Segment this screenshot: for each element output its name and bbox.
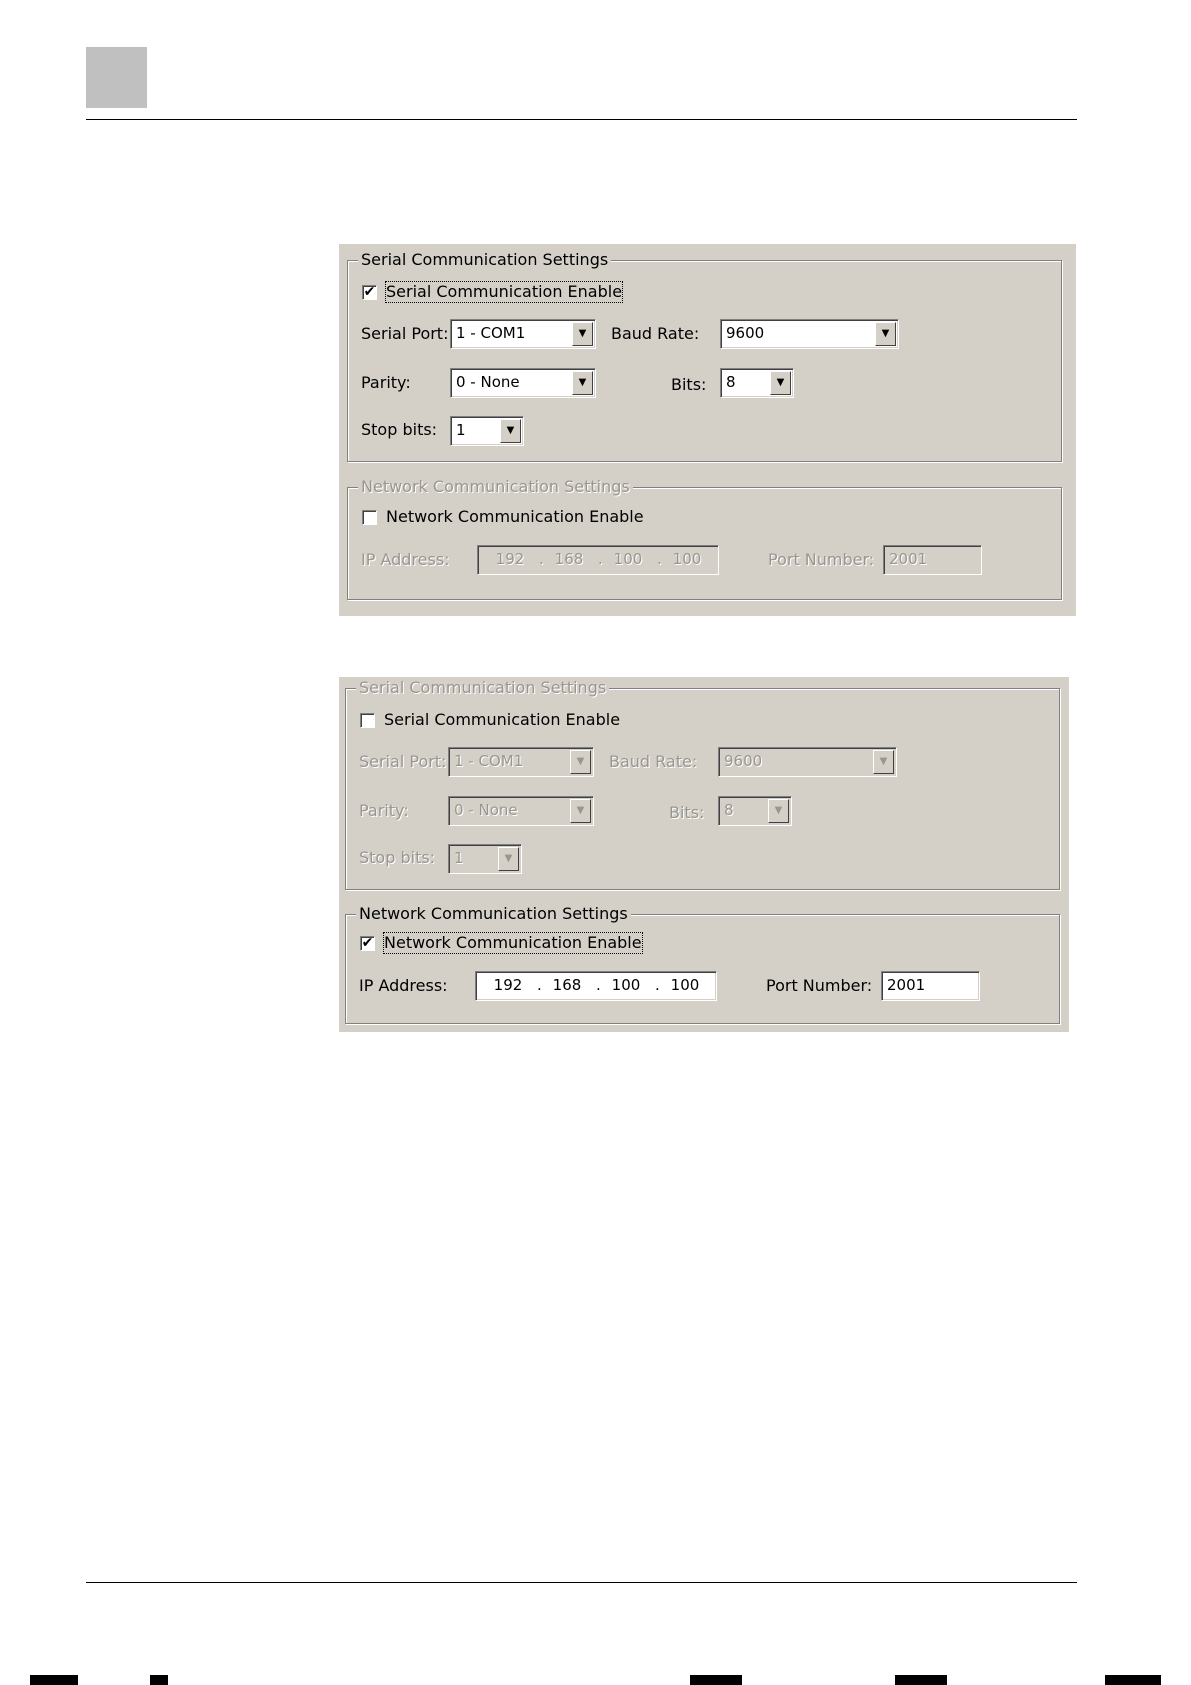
ip-octet-1: 192 bbox=[493, 976, 523, 994]
serial-settings-title: Serial Communication Settings bbox=[356, 678, 609, 698]
ip-separator: . bbox=[657, 550, 662, 568]
parity-label: Parity: bbox=[361, 373, 411, 392]
parity-value: 0 - None bbox=[454, 801, 518, 819]
settings-panel-2 bbox=[339, 677, 1069, 1032]
parity-select[interactable] bbox=[448, 796, 594, 826]
stop-bits-select[interactable] bbox=[448, 844, 522, 874]
ip-address-field[interactable] bbox=[475, 971, 717, 1001]
header-rule bbox=[86, 119, 1077, 120]
serial-settings-group bbox=[347, 250, 1062, 462]
ip-octet-2: 168 bbox=[552, 976, 582, 994]
serial-port-value: 1 - COM1 bbox=[454, 752, 524, 770]
network-settings-title: Network Communication Settings bbox=[356, 904, 631, 924]
dropdown-arrow-icon[interactable]: ▼ bbox=[500, 419, 521, 443]
baud-rate-select[interactable] bbox=[720, 319, 899, 349]
port-number-label: Port Number: bbox=[768, 550, 875, 569]
baud-rate-select[interactable] bbox=[718, 747, 897, 777]
serial-enable-label[interactable]: Serial Communication Enable bbox=[384, 710, 621, 729]
serial-port-select[interactable] bbox=[448, 747, 594, 777]
footer-fragment bbox=[690, 1675, 742, 1685]
bits-label: Bits: bbox=[669, 803, 705, 822]
dropdown-arrow-icon[interactable]: ▼ bbox=[498, 847, 519, 871]
ip-separator: . bbox=[539, 550, 544, 568]
stop-bits-label: Stop bits: bbox=[361, 420, 438, 439]
stop-bits-value: 1 bbox=[456, 421, 466, 439]
network-settings-group bbox=[347, 477, 1062, 600]
footer-fragment bbox=[895, 1675, 947, 1685]
ip-address-label: IP Address: bbox=[359, 976, 448, 995]
ip-separator: . bbox=[596, 976, 601, 994]
dropdown-arrow-icon[interactable]: ▼ bbox=[570, 799, 591, 823]
stop-bits-value: 1 bbox=[454, 849, 464, 867]
dropdown-arrow-icon[interactable]: ▼ bbox=[570, 750, 591, 774]
network-enable-checkbox[interactable]: ✔ bbox=[361, 935, 374, 951]
port-number-label: Port Number: bbox=[766, 976, 873, 995]
serial-port-value: 1 - COM1 bbox=[456, 324, 526, 342]
network-settings-group bbox=[345, 904, 1060, 1024]
page-marker-square bbox=[86, 47, 147, 108]
stop-bits-label: Stop bits: bbox=[359, 848, 436, 867]
ip-address-label: IP Address: bbox=[361, 550, 450, 569]
ip-octet-4: 100 bbox=[672, 550, 702, 568]
port-number-field[interactable] bbox=[883, 545, 982, 575]
ip-address-field[interactable] bbox=[477, 545, 719, 575]
bits-select[interactable] bbox=[720, 368, 794, 398]
serial-enable-checkbox[interactable] bbox=[360, 713, 375, 728]
parity-select[interactable] bbox=[450, 368, 596, 398]
dropdown-arrow-icon[interactable]: ▼ bbox=[770, 371, 791, 395]
footer-fragment bbox=[30, 1675, 78, 1685]
network-enable-label[interactable]: Network Communication Enable bbox=[384, 933, 642, 952]
dropdown-arrow-icon[interactable]: ▼ bbox=[873, 750, 894, 774]
port-number-value: 2001 bbox=[889, 550, 928, 568]
serial-enable-label[interactable]: Serial Communication Enable bbox=[386, 282, 623, 301]
serial-port-select[interactable] bbox=[450, 319, 596, 349]
ip-octet-1: 192 bbox=[495, 550, 525, 568]
network-enable-checkbox[interactable] bbox=[362, 510, 377, 525]
ip-octet-4: 100 bbox=[670, 976, 700, 994]
port-number-value: 2001 bbox=[887, 976, 926, 994]
footer-rule bbox=[86, 1582, 1077, 1583]
settings-panel-1 bbox=[339, 244, 1076, 616]
baud-rate-label: Baud Rate: bbox=[609, 752, 698, 771]
ip-octet-2: 168 bbox=[554, 550, 584, 568]
ip-separator: . bbox=[655, 976, 660, 994]
bits-value: 8 bbox=[724, 801, 734, 819]
bits-value: 8 bbox=[726, 373, 736, 391]
dropdown-arrow-icon[interactable]: ▼ bbox=[572, 322, 593, 346]
port-number-field[interactable] bbox=[881, 971, 980, 1001]
ip-separator: . bbox=[598, 550, 603, 568]
network-enable-label[interactable]: Network Communication Enable bbox=[386, 507, 644, 526]
footer-fragment bbox=[150, 1675, 168, 1685]
bits-label: Bits: bbox=[671, 375, 707, 394]
serial-settings-group bbox=[345, 678, 1060, 890]
baud-rate-label: Baud Rate: bbox=[611, 324, 700, 343]
dropdown-arrow-icon[interactable]: ▼ bbox=[768, 799, 789, 823]
serial-port-label: Serial Port: bbox=[361, 324, 449, 343]
parity-value: 0 - None bbox=[456, 373, 520, 391]
ip-octet-3: 100 bbox=[611, 976, 641, 994]
dropdown-arrow-icon[interactable]: ▼ bbox=[875, 322, 896, 346]
baud-rate-value: 9600 bbox=[724, 752, 763, 770]
bits-select[interactable] bbox=[718, 796, 792, 826]
ip-separator: . bbox=[537, 976, 542, 994]
ip-octet-3: 100 bbox=[613, 550, 643, 568]
serial-settings-title: Serial Communication Settings bbox=[358, 250, 611, 270]
footer-fragment bbox=[1105, 1675, 1161, 1685]
serial-enable-checkbox[interactable]: ✔ bbox=[363, 284, 376, 300]
serial-port-label: Serial Port: bbox=[359, 752, 447, 771]
network-settings-title: Network Communication Settings bbox=[358, 477, 633, 497]
dropdown-arrow-icon[interactable]: ▼ bbox=[572, 371, 593, 395]
parity-label: Parity: bbox=[359, 801, 409, 820]
stop-bits-select[interactable] bbox=[450, 416, 524, 446]
baud-rate-value: 9600 bbox=[726, 324, 765, 342]
